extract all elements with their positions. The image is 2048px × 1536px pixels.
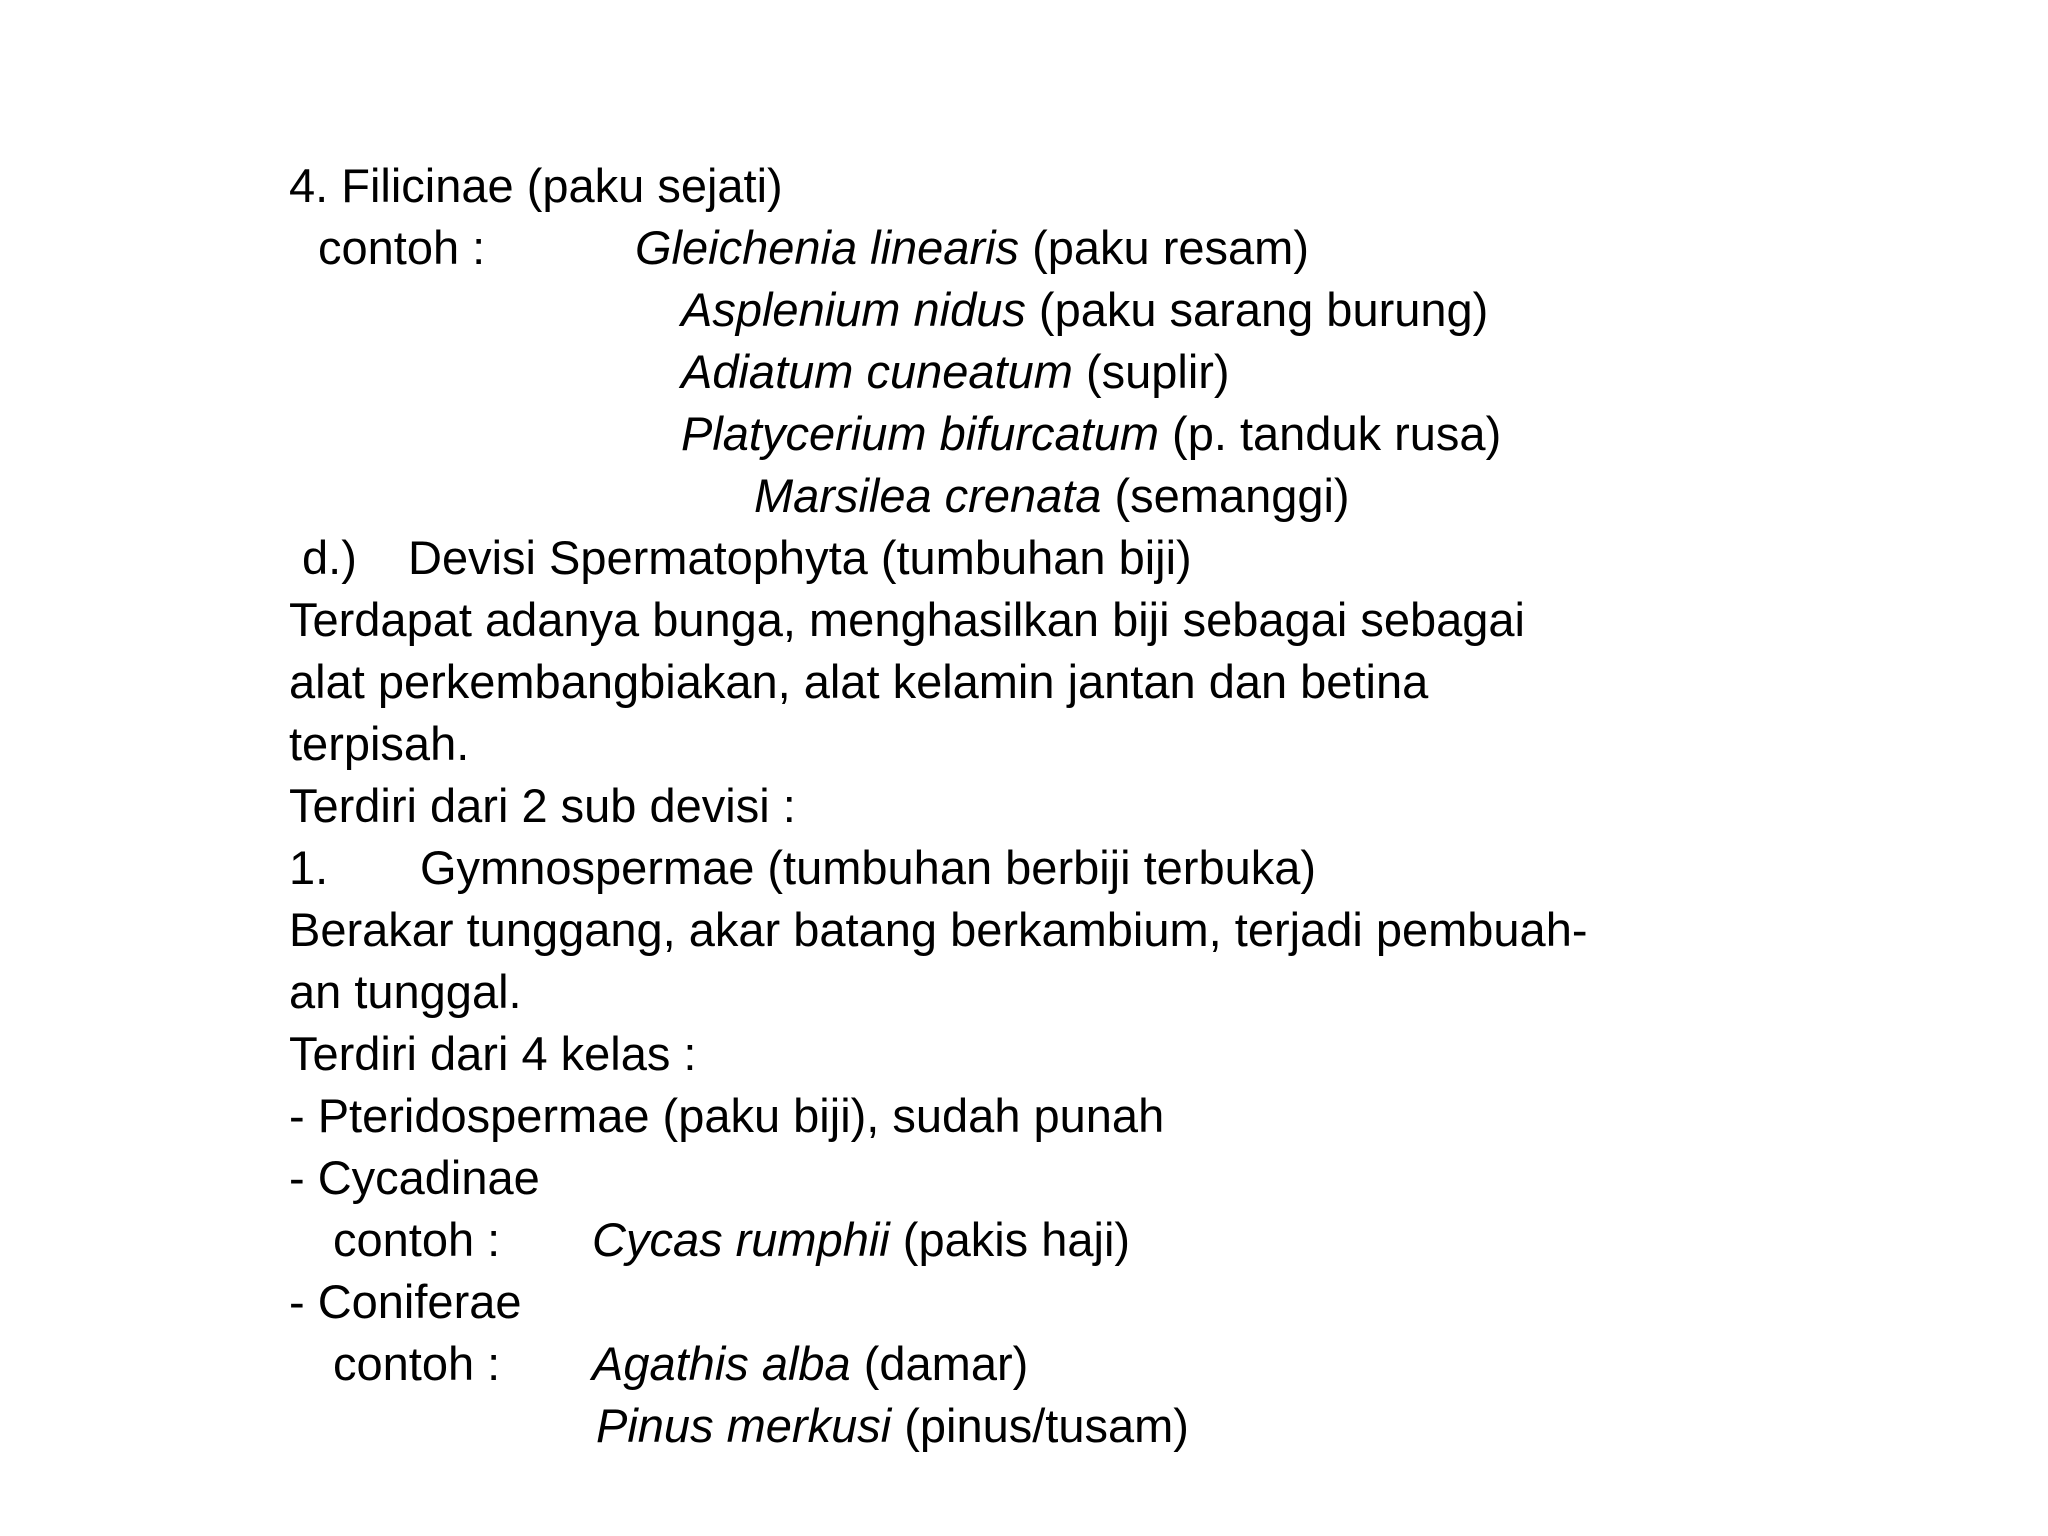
- scientific-name: Asplenium nidus: [681, 283, 1026, 336]
- scientific-name: Agathis alba: [592, 1337, 851, 1390]
- common-name: (paku resam): [1019, 221, 1309, 274]
- filicinae-example-5: [754, 465, 1350, 527]
- gymno-description-line-2: an tunggal.: [289, 965, 522, 1018]
- spermatophyta-description-line-3: terpisah.: [289, 717, 470, 770]
- coniferae-example-1: [592, 1333, 1028, 1395]
- filicinae-example-3: [681, 341, 1230, 403]
- scientific-name: Adiatum cuneatum: [681, 345, 1073, 398]
- filicinae-heading: 4. Filicinae (paku sejati): [289, 159, 783, 212]
- subdivision-1-number: 1.: [289, 841, 329, 894]
- spermatophyta-heading: Devisi Spermatophyta (tumbuhan biji): [408, 531, 1192, 584]
- common-name: (suplir): [1072, 345, 1230, 398]
- filicinae-example-1: [635, 217, 1309, 279]
- class-coniferae: - Coniferae: [289, 1275, 522, 1328]
- scientific-name: Pinus merkusi: [596, 1399, 892, 1452]
- common-name: (damar): [850, 1337, 1029, 1390]
- filicinae-example-2: [681, 279, 1488, 341]
- class-pteridospermae: - Pteridospermae (paku biji), sudah punah: [289, 1089, 1165, 1142]
- filicinae-example-4: [681, 403, 1501, 465]
- coniferae-example-label: contoh :: [333, 1337, 501, 1390]
- subdivision-intro: Terdiri dari 2 sub devisi :: [289, 779, 796, 832]
- scientific-name: Platycerium bifurcatum: [681, 407, 1159, 460]
- cycadinae-example: [592, 1209, 1130, 1271]
- spermatophyta-description-line-1: Terdapat adanya bunga, menghasilkan biji sebagai sebagai: [289, 593, 1525, 646]
- class-cycadinae: - Cycadinae: [289, 1151, 540, 1204]
- subdivision-1-title: Gymnospermae (tumbuhan berbiji terbuka): [420, 841, 1317, 894]
- scientific-name: Marsilea crenata: [754, 469, 1102, 522]
- filicinae-example-label: contoh :: [318, 221, 486, 274]
- spermatophyta-description-line-2: alat perkembangbiakan, alat kelamin jantan dan betina: [289, 655, 1429, 708]
- scientific-name: Gleichenia linearis: [635, 221, 1020, 274]
- common-name: (semanggi): [1101, 469, 1350, 522]
- common-name: (p. tanduk rusa): [1159, 407, 1502, 460]
- spermatophyta-marker: d.): [302, 531, 357, 584]
- gymno-description-line-1: Berakar tunggang, akar batang berkambium, terjadi pembuah-: [289, 903, 1588, 956]
- scientific-name: Cycas rumphii: [592, 1213, 890, 1266]
- common-name: (pakis haji): [889, 1213, 1131, 1266]
- classes-intro: Terdiri dari 4 kelas :: [289, 1027, 697, 1080]
- common-name: (paku sarang burung): [1025, 283, 1489, 336]
- coniferae-example-2: [596, 1395, 1189, 1457]
- common-name: (pinus/tusam): [891, 1399, 1189, 1452]
- cycadinae-example-label: contoh :: [333, 1213, 501, 1266]
